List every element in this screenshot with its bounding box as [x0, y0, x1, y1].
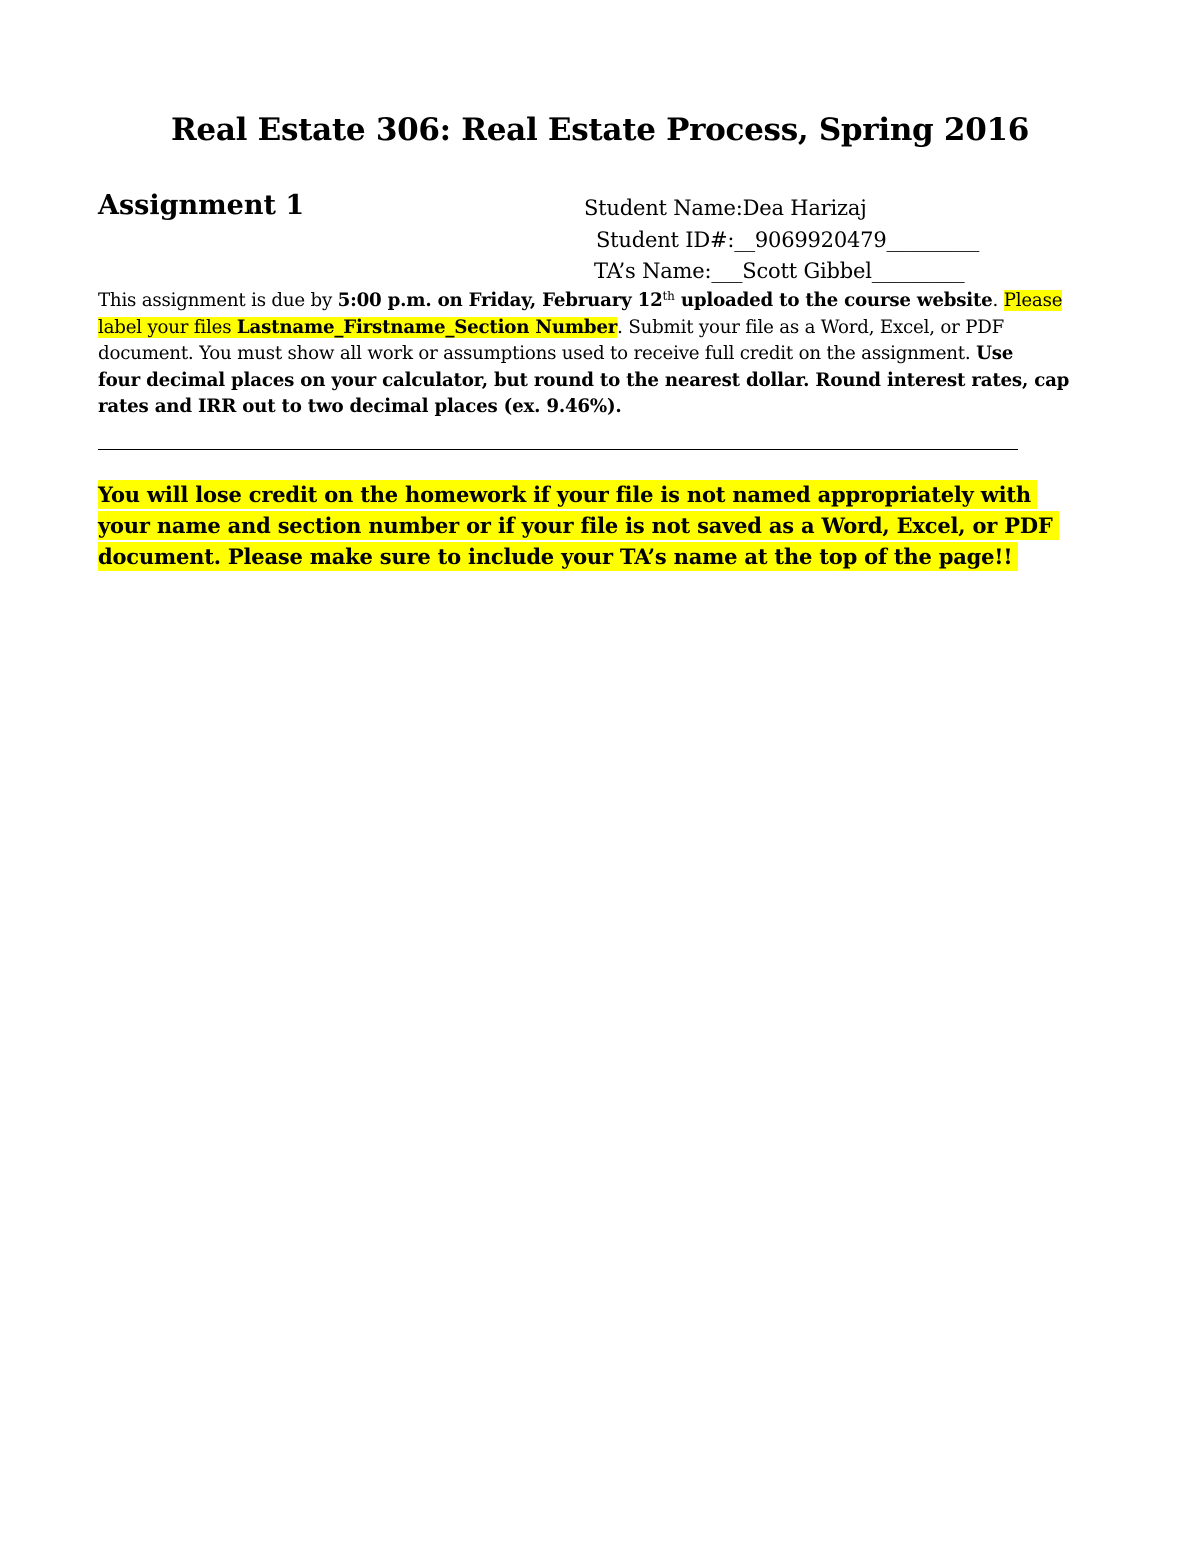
- highlighted-text: [98, 317, 617, 338]
- warning-line: [98, 541, 1098, 572]
- instructions-text: This assignment is due by: [98, 290, 338, 311]
- instructions-line: [98, 341, 1098, 368]
- warning-notice: [98, 479, 1098, 572]
- sentence-end: .: [992, 290, 1004, 311]
- assignment-heading: Assignment 1: [98, 190, 305, 221]
- page-title: Real Estate 306: Real Estate Process, Spring 2016: [170, 112, 1030, 148]
- ta-name-label: TA’s Name:: [594, 259, 712, 283]
- instructions-line: [98, 368, 1098, 395]
- student-id-label: Student ID#:: [596, 228, 735, 252]
- student-id-line: [596, 228, 979, 252]
- instructions-paragraph: [98, 288, 1098, 421]
- ta-name-suffix-blank: _________: [871, 259, 965, 283]
- student-name-line: [584, 196, 867, 220]
- warning-text: You will lose credit on the homework if your file is not named appropriately with: [98, 480, 1037, 509]
- upload-location-text: uploaded to the course website: [674, 290, 993, 311]
- warning-line: [98, 510, 1098, 541]
- instructions-line: [98, 394, 1098, 421]
- instructions-text: . Submit your file as a Word, Excel, or PDF: [617, 316, 1005, 338]
- date-ordinal-suffix: th: [662, 289, 675, 303]
- rounding-instructions: rates and IRR out to two decimal places (ex. 9.46%).: [98, 396, 622, 417]
- student-id-prefix-blank: __: [734, 228, 755, 252]
- warning-text: your name and section number or if your file is not saved as a Word, Excel, or PDF: [98, 511, 1059, 540]
- instructions-line: [98, 315, 1098, 342]
- instructions-text: label your files: [98, 316, 237, 338]
- warning-line: [98, 479, 1098, 510]
- ta-name-value: Scott Gibbel: [742, 259, 872, 283]
- due-date-text: 5:00 p.m. on Friday, February 12: [337, 290, 663, 311]
- ta-name-prefix-blank: ___: [711, 259, 743, 283]
- student-id-value: 9069920479: [754, 228, 887, 252]
- instructions-line: [98, 288, 1098, 315]
- warning-text: document. Please make sure to include your TA’s name at the top of the page!!: [98, 542, 1018, 571]
- instructions-text: document. You must show all work or assumptions used to receive full credit on the assignment.: [98, 343, 977, 364]
- rounding-instructions: four decimal places on your calculator, but round to the nearest dollar. Round interest rates, cap: [98, 369, 1070, 391]
- divider-line: [98, 449, 1018, 450]
- student-id-suffix-blank: _________: [886, 228, 980, 252]
- rounding-instructions: Use: [976, 343, 1014, 364]
- ta-name-line: [594, 259, 964, 283]
- student-name-label: Student Name:: [584, 196, 743, 220]
- student-name-value: Dea Harizaj: [742, 196, 867, 220]
- highlighted-text: Please: [1003, 290, 1063, 311]
- file-name-format: Lastname_Firstname_Section Number: [236, 316, 618, 338]
